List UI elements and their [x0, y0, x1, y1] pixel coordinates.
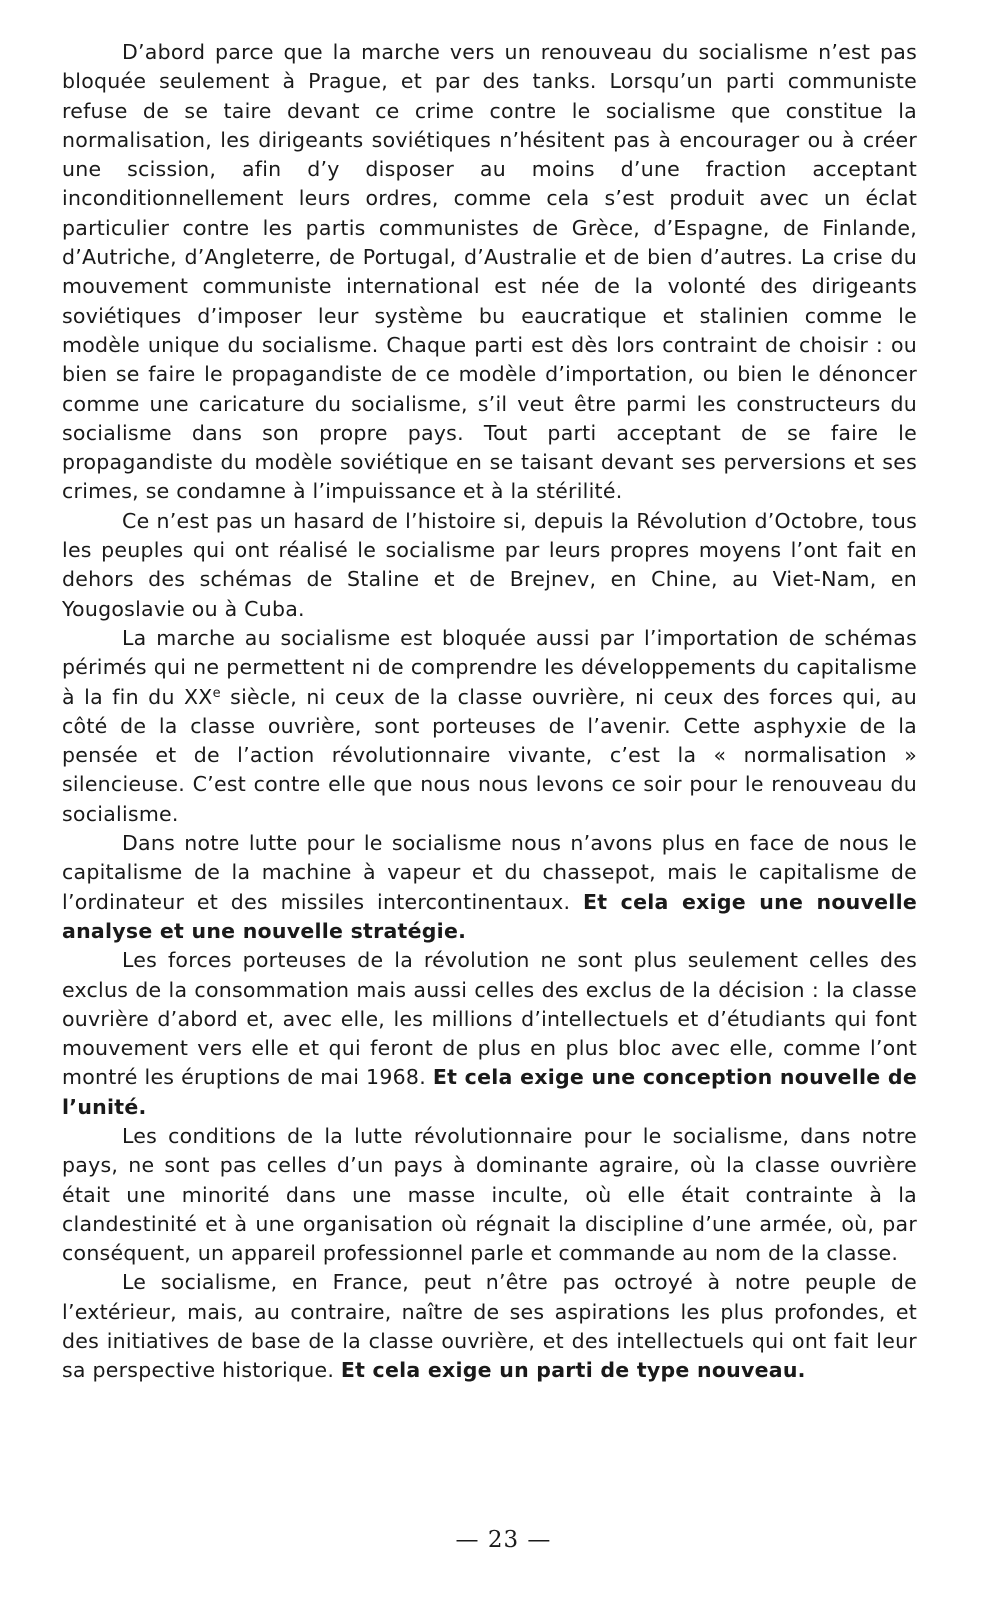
paragraph-4-emphasis: Et cela exige une nouvelle analyse et une nouvelle stratégie. [62, 889, 917, 943]
century-superscript: e [212, 685, 221, 701]
paragraph-5-emphasis: Et cela exige une conception nouvelle de l’unité. [62, 1065, 917, 1119]
paragraph-3-text-start: La marche au socialisme est bloquée aussi par l’importation de schémas périmés qui ne permettent ni de comprendre les développements du capitalisme à la fin du XX [62, 625, 917, 709]
paragraph-7-emphasis: Et cela exige un parti de type nouveau. [340, 1358, 806, 1383]
paragraph-2 [62, 507, 917, 624]
paragraph-5-text: Les forces porteuses de la révolution ne sont plus seulement celles des exclus de la consommation mais aussi celles des exclus de la décision : la classe ouvrière d’abord et, avec elle, les millions d’intellectuels et d’étudiants qui font mouvement vers elle et qui feront de plus en plus bloc avec elle, comme l’ont montré les éruptions de mai 1968. [62, 948, 917, 1090]
paragraph-4 [62, 829, 917, 946]
paragraph-7 [62, 1268, 917, 1385]
paragraph-6-text: Les conditions de la lutte révolutionnaire pour le socialisme, dans notre pays, ne sont pas celles d’un pays à dominante agraire, où la classe ouvrière était une minorité dans une masse inculte, où elle était contrainte à la clandestinité et à une organisation où régnait la discipline d’une armée, où, par conséquent, un appareil professionnel parle et commande au nom de la classe. [62, 1123, 917, 1266]
paragraph-3 [62, 624, 917, 829]
paragraph-4-text: Dans notre lutte pour le socialisme nous n’avons plus en face de nous le capitalisme de la machine à vapeur et du chassepot, mais le capitalisme de l’ordinateur et des missiles intercontinentaux. [62, 831, 917, 914]
paragraph-1-text: D’abord parce que la marche vers un renouveau du socialisme n’est pas bloquée seulement à Prague, et par des tanks. Lorsqu’un parti communiste refuse de se taire devant ce crime contre le socialisme que constitue la normalisation, les dirigeants soviétiques n’hésitent pas à encourager ou à créer une scission, afin d’y disposer au moins d’une fraction acceptant inconditionnellement leurs ordres, comme cela s’est produit avec un éclat particulier contre les partis communistes de Grèce, d’Espagne, de Finlande, d’Autriche, d’Angleterre, de Portugal, d’Australie et de bien d’autres. La crise du mouvement communiste international est née de la volonté des dirigeants soviétiques d’imposer leur système bu eaucratique et stalinien comme le modèle unique du socialisme. Chaque parti est dès lors contraint de choisir : ou bien se faire le propagandiste de ce modèle d’importation, ou bien le dénoncer comme une caricature du socialisme, s’il veut être parmi les constructeurs du socialisme dans son propre pays. Tout parti acceptant de se faire le propagandiste du modèle soviétique en se taisant devant ses perversions et ses crimes, se condamne à l’impuissance et à la stérilité. [62, 40, 917, 504]
paragraph-2-text: Ce n’est pas un hasard de l’histoire si, depuis la Révolution d’Octobre, tous les peuples qui ont réalisé le socialisme par leurs propres moyens l’ont fait en dehors des schémas de Staline et de Brejnev, en Chine, au Viet-Nam, en Yougoslavie ou à Cuba. [62, 508, 917, 621]
paragraph-3-text-end: siècle, ni ceux de la classe ouvrière, ni ceux des forces qui, au côté de la classe ouvrière, sont porteuses de l’avenir. Cette asphyxie de la pensée et de l’action révolutionnaire vivante, c’est la « normalisation » silencieuse. C’est contre elle que nous nous levons ce soir pour le renouveau du socialisme. [62, 684, 917, 826]
page-number: — 23 — [455, 1527, 552, 1553]
paragraph-6 [62, 1122, 917, 1268]
page-body [62, 38, 917, 1386]
paragraph-1 [62, 38, 917, 507]
paragraph-5 [62, 946, 917, 1122]
paragraph-7-text: Le socialisme, en France, peut n’être pas octroyé à notre peuple de l’extérieur, mais, au contraire, naître de ses aspirations les plus profondes, et des initiatives de base de la classe ouvrière, et des intellectuels qui ont fait leur sa perspective historique. [62, 1270, 917, 1383]
